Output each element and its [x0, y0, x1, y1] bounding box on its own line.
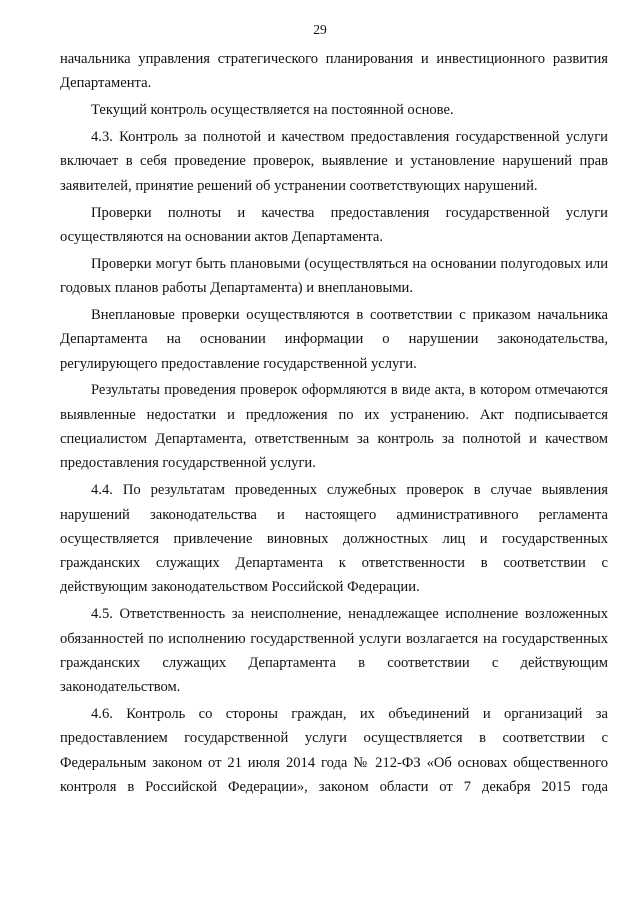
paragraph-unscheduled-checks: Внеплановые проверки осуществляются в соответствии с приказом начальника Департамента на основании информации о нарушении законодательства, регулирующего предоставление государственной услуги.: [60, 306, 608, 372]
page-number: 29: [313, 22, 327, 37]
paragraph-4-4: 4.4. По результатам проведенных служебных проверок в случае выявления нарушений законодательства и настоящего административного регламента осуществляется привлечение виновных должностных лиц и государственных гражданских служащих Департамента к ответственности в соответствии с действующим законодательством Российской Федерации.: [60, 482, 608, 596]
paragraph-current-control: Текущий контроль осуществляется на постоянной основе.: [91, 102, 454, 119]
paragraph-checks-types: Проверки могут быть плановыми (осуществляться на основании полугодовых или годовых планов работы Департамента) и внеплановыми.: [60, 255, 608, 297]
paragraph-4-3: 4.3. Контроль за полнотой и качеством предоставления государственной услуги включает в себя проведение проверок, выявление и установление нарушений прав заявителей, принятие решений об устранении соответствующих нарушений.: [60, 129, 608, 194]
paragraph-continuation: начальника управления стратегического планирования и инвестиционного развития Департамента.: [60, 51, 608, 92]
paragraph-check-results: Результаты проведения проверок оформляются в виде акта, в котором отмечаются выявленные недостатки и предложения по их устранению. Акт подписывается специалистом Департамента, ответственным за контроль за полнотой и качеством предоставления государственной услуги.: [60, 382, 608, 472]
paragraph-4-6: 4.6. Контроль со стороны граждан, их объединений и организаций за предоставлением государственной услуги осуществляется в соответствии с Федеральным законом от 21 июля 2014 года № 212-ФЗ «Об основах общественного контроля в Российской Федерации», законом области от 7 декабря 2015 года: [60, 706, 608, 795]
paragraph-4-5: 4.5. Ответственность за неисполнение, ненадлежащее исполнение возложенных обязанностей по исполнению государственной услуги возлагается на государственных гражданских служащих Департамента в соответствии с действующим законодательством.: [60, 606, 608, 696]
paragraph-checks-basis: Проверки полноты и качества предоставления государственной услуги осуществляются на основании актов Департамента.: [60, 204, 608, 245]
document-body: [60, 47, 608, 802]
